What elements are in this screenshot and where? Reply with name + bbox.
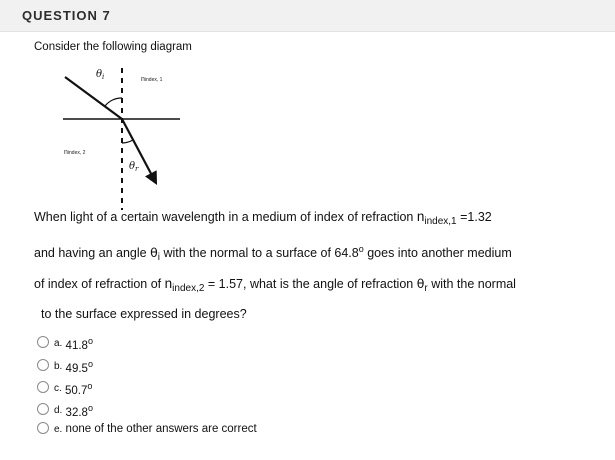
refraction-diagram-graphic [55, 62, 195, 212]
n-index-2-label: nindex, 2 [64, 149, 86, 156]
incident-ray [65, 77, 122, 119]
radio-button-e[interactable] [37, 422, 49, 434]
option-b-value: 49.5$^o$ [65, 359, 93, 375]
question-header [0, 0, 615, 32]
refracted-ray [122, 119, 156, 183]
question-line-4: to the surface expressed in degrees? [41, 307, 247, 321]
answer-option-b[interactable]: b. 49.5$^o$ [37, 356, 93, 372]
refraction-diagram [55, 62, 195, 212]
answer-option-c[interactable]: c. 50.7$^o$ [37, 378, 92, 394]
answer-option-d[interactable]: d. 32.8$^o$ [37, 400, 93, 416]
incident-angle-arc [105, 98, 122, 106]
answer-option-a[interactable]: a. 41.8$^o$ [37, 333, 93, 349]
option-a-value: 41.8$^o$ [65, 336, 93, 352]
radio-button-b[interactable] [37, 359, 49, 371]
question-line-3: of index of refraction of $n_{index,2} = 1.57$, what is the angle of refraction $\theta_r$ with the normal [34, 276, 516, 294]
n-index-1-label: nindex, 1 [141, 76, 163, 83]
question-title: QUESTION 7 [22, 8, 111, 23]
question-line-2: and having an angle $\theta_i$ with the normal to a surface of 64.8$^o$ goes into another medium [34, 244, 512, 263]
radio-button-a[interactable] [37, 336, 49, 348]
question-line-1: When light of a certain wavelength in a medium of index of refraction $n_{index,1} =1.32$ [34, 209, 492, 227]
option-d-value: 32.8$^o$ [65, 403, 93, 419]
radio-button-c[interactable] [37, 381, 49, 393]
option-c-value: 50.7$^o$ [64, 381, 93, 397]
refracted-angle-arc [122, 140, 133, 143]
theta-r-label: $\theta_r$ [129, 161, 139, 173]
radio-button-d[interactable] [37, 403, 49, 415]
theta-i-label: $\theta_i$ [96, 69, 105, 81]
answer-option-e[interactable]: e. none of the other answers are correct [37, 422, 257, 438]
intro-text: Consider the following diagram [34, 41, 192, 53]
option-e-text: none of the other answers are correct [65, 423, 257, 435]
